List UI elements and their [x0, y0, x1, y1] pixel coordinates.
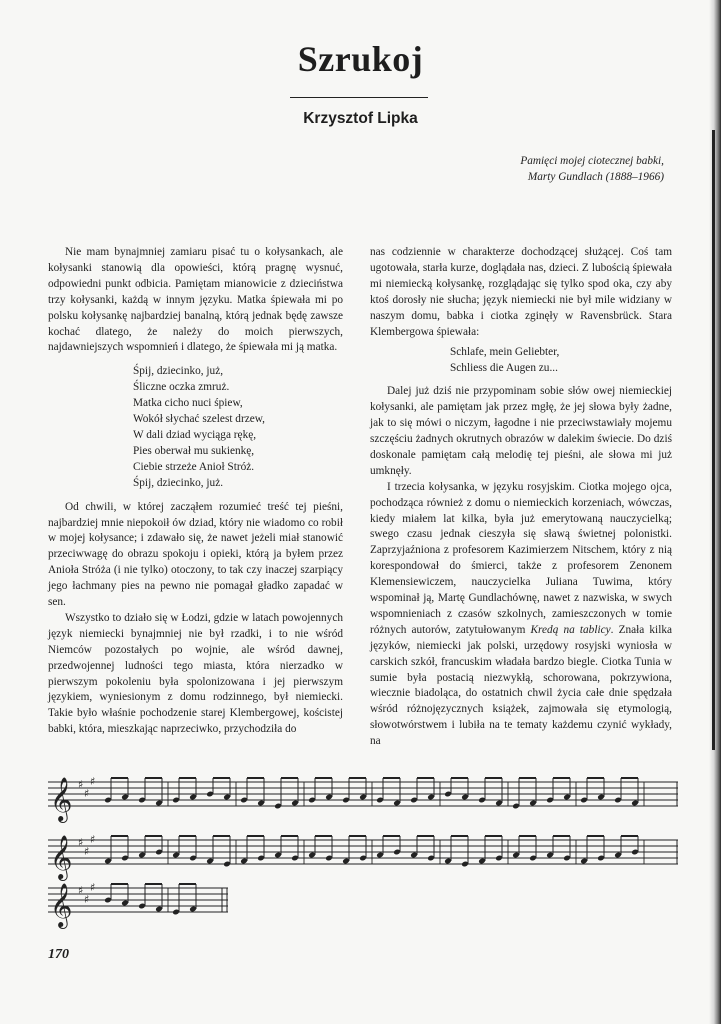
paragraph: Od chwili, w której zacząłem rozumieć treść tej pieśni, najbardziej mnie niepokoił ów dziad, który nie wiadomo co robił w mojej kołysance; i zdawało się, że nawet jeżeli miał stanowić przeciwwagę do obrazu spokoju i opieki, którą ja byłem przez Anioła Stróża (i nie tylko) otoczony, to tak czy inaczej szarpiący jego łachmany pies na pewno nie pomagał gładko zapadać w sen.	[48, 500, 343, 609]
treble-clef-icon: 𝄞	[50, 883, 73, 927]
treble-clef-icon: 𝄞	[50, 777, 73, 821]
treble-clef-icon: 𝄞	[50, 835, 73, 879]
poem-line: Wokół słychać szelest drzew,	[133, 413, 265, 426]
paragraph: Nie mam bynajmniej zamiaru pisać tu o kołysankach, ale kołysanki stanowią dla opowieści, którą pragnę wysnuć, odpowiedni punkt odbicia. Pamiętam mianowicie z dzieciństwa trzy kołysanki, każdą w innym języku. Matka śpiewała mi po polsku kołysankę najbardziej banalną, którą jednak będę zawsze kochać dlatego, że należy do moich pierwszych, najdawniejszych wspomnień i dlatego, że śpiewała mi ją matka.	[48, 246, 343, 354]
page-number: 170	[48, 947, 69, 962]
sharp-icon: ♯	[84, 845, 90, 858]
poem-line: Pies oberwał mu sukienkę,	[133, 444, 255, 457]
sharp-icon: ♯	[78, 836, 84, 849]
text-run: I trzecia kołysanka, w języku rosyjskim. Ciotka mojego ojca, pochodząca również z domu o niemieckich korzeniach, wówczas, kiedy miałem lat kilka, była już emerytowaną nauczycielką; swego czasu jednak cieszyła się sławą świetnej polonistki. Zaprzyjaźniona z profesorem Kazimierzem Nitschem, który z nią korespondował do śmierci, także z profesorem Zenonem Klemensiewiczem, nauczycielka Juliana Tuwima, który wspominał ją, Martę Gundlachównę, nawet z nazwiska, w swych wspomnieniach z czasów szkolnych, zamieszczonych w tomie różnych autorów, zatytułowanym	[370, 480, 672, 636]
polish-lullaby-poem	[133, 364, 343, 491]
poem-line: Śliczne oczka zmruż.	[133, 381, 230, 394]
page-edge-binding	[712, 130, 715, 750]
dedication-line: Pamięci mojej ciotecznej babki,	[520, 155, 664, 167]
author-name: Krzysztof Lipka	[303, 110, 418, 127]
sharp-icon: ♯	[78, 778, 84, 791]
poem-line: W dali dziad wyciąga rękę,	[133, 428, 257, 441]
poem-line: Śpij, dziecinko, już,	[133, 365, 224, 378]
page-title: Szrukoj	[297, 39, 424, 79]
dedication	[404, 153, 664, 185]
poem-line: Matka cicho nuci śpiew,	[133, 397, 243, 410]
right-column	[370, 245, 672, 750]
dedication-line: Marty Gundlach (1888–1966)	[527, 171, 664, 183]
book-title: Kredą na tablicy	[530, 623, 611, 636]
paragraph: nas codziennie w charakterze dochodzącej służącej. Coś tam ugotowała, starła kurze, doglądała nas, dzieci. Z lubością śpiewała mi niemiecką kołysankę, rozglądając się tylko spod oka, czy aby ktoś dorosły nie słucha; język niemiecki nie był mile widziany w naszym domu, babka i ciotka zginęły w Ravensbrück. Stara Klembergowa śpiewała:	[370, 246, 672, 338]
sharp-icon: ♯	[84, 787, 90, 800]
music-notation	[48, 770, 678, 940]
paragraph: Wszystko to działo się w Łodzi, gdzie w latach powojennych język niemiecki bynajmniej nie był rzadki, i to nie wśród Niemców pozostałych po wojnie, ale wśród dawnej, przedwojennej ludności tego miasta, która nierzadko w pierwszym pokoleniu była spolonizowana i jej pierwszym językiem, wyniesionym z domu rodzinnego, był niemiecki. Takie było właśnie pochodzenie starej Klembergowej, kościstej babki, która, mieszkając naprzeciwko, przychodziła do	[48, 611, 343, 736]
text-run: . Znała kilka języków, niemiecki jak polski, urzędowy rosyjski wyniosła w carskich szkół, francuskim władała bardzo biegle. Ciotka Tunia w sumie była postacią niezwykłą, schorowana, pokrzywiona, wiecznie biadoląca, do ostatnich chwil życia całe dnie spędzała wśród różnojęzycznych książek, zajmowała się etymologią, słowotwórstwem i lubiła na te tematy każdemu czynić wykłady, na	[370, 623, 672, 748]
poem-line: Śpij, dziecinko, już.	[133, 476, 224, 489]
sharp-icon: ♯	[90, 833, 96, 846]
sharp-icon: ♯	[90, 775, 96, 788]
poem-line: Ciebie strzeże Anioł Stróż.	[133, 460, 255, 473]
song-line: Schliess die Augen zu...	[450, 362, 558, 375]
sharp-icon: ♯	[84, 893, 90, 906]
song-line: Schlafe, mein Geliebter,	[450, 346, 560, 359]
german-lullaby-lines	[450, 345, 672, 377]
sharp-icon: ♯	[78, 884, 84, 897]
left-column	[48, 245, 343, 738]
title-rule	[290, 97, 428, 98]
page-edge-shadow	[709, 0, 721, 1024]
paragraph	[370, 480, 672, 750]
paragraph: Dalej już dziś nie przypominam sobie słów owej niemieckiej kołysanki, ale pamiętam jak przez mgłę, że jej słowa były żadne, jak to się mówi o niczym, łagodne i nie przeciwstawiały mojemu szczęściu żadnych okrutnych obrazów w dalekim świecie. Do dziś doskonale pamiętam całą melodię tej pieśni, ale słowa mi już umknęły.	[370, 385, 672, 477]
sharp-icon: ♯	[90, 881, 96, 894]
